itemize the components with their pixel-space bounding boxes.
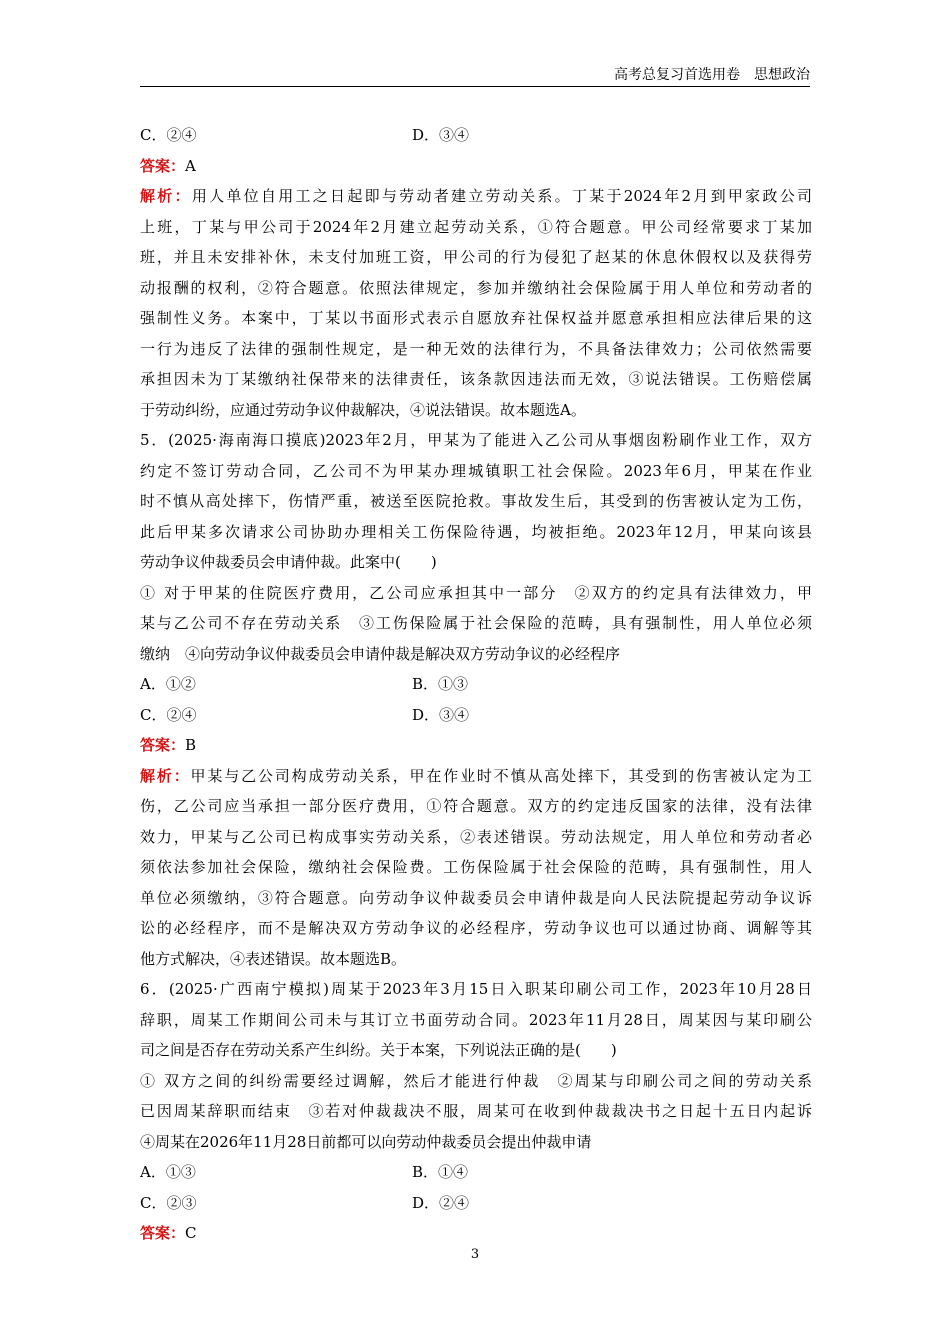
q6-stem-line: 辞职，周某工作期间公司未与其订立书面劳动合同。2023年11月28日，周某因与某印刷公 (140, 1010, 812, 1029)
answer-label: 答案： (140, 1224, 186, 1242)
q5-stem-line: 劳动争议仲裁委员会申请仲裁。此案中( ) (140, 553, 437, 571)
prev-option-c: C．②④ (140, 126, 197, 144)
q5-analysis-line: 讼的必经程序，而不是解决双方劳动争议的必经程序，劳动争议也可以通过协商、调解等其 (140, 919, 812, 937)
prev-answer (140, 151, 812, 182)
q5-analysis-line: 解析：甲某与乙公司构成劳动关系，甲在作业时不慎从高处摔下，其受到的伤害被认定为工 (140, 766, 812, 785)
q6-stem-line: 司之间是否存在劳动关系产生纠纷。关于本案，下列说法正确的是( ) (140, 1041, 617, 1059)
q6-option-a: A．①③ (140, 1163, 196, 1181)
q6-statement-line: ④周某在2026年11月28日前都可以向劳动仲裁委员会提出仲裁申请 (140, 1132, 592, 1151)
answer-label: 答案： (140, 736, 186, 754)
q6-answer-value: C (185, 1224, 197, 1242)
q5-option-a: A．①② (140, 675, 196, 693)
q5-analysis-line: 效力，甲某与乙公司已构成事实劳动关系，②表述错误。劳动法规定，用人单位和劳动者必 (140, 827, 812, 846)
q5-analysis-line: 他方式解决，④表述错误。故本题选B。 (140, 949, 407, 968)
page-content (140, 120, 812, 1249)
q6-options-ab (140, 1157, 812, 1188)
prev-option-d: D．③④ (412, 126, 470, 144)
q6-option-b: B．①④ (412, 1163, 469, 1181)
q6-statement-line: ① 双方之间的纠纷需要经过调解，然后才能进行仲裁 ②周某与印刷公司之间的劳动关系 (140, 1071, 812, 1090)
q6-option-d: D．②④ (412, 1193, 470, 1212)
page-header: 高考总复习首选用卷 思想政治 (614, 67, 810, 83)
q5-answer-value: B (185, 736, 197, 754)
prev-options-cd (140, 120, 812, 151)
q5-statement-line: ① 对于甲某的住院医疗费用，乙公司应承担其中一部分 ②双方的约定具有法律效力，甲 (140, 583, 812, 602)
answer-label: 答案： (140, 156, 186, 175)
prev-analysis-line: 一行为违反了法律的强制性规定，是一种无效的法律行为，不具备法律效力；公司依然需要 (140, 339, 812, 358)
q5-analysis-line: 须依法参加社会保险，缴纳社会保险费。工伤保险属于社会保险的范畴，具有强制性，用人 (140, 858, 812, 876)
prev-analysis-line: 于劳动纠纷，应通过劳动争议仲裁解决，④说法错误。故本题选A。 (140, 400, 586, 419)
q6-stem-line: 6．(2025·广西南宁模拟)周某于2023年3月15日入职某印刷公司工作，2023年10月28日 (140, 980, 812, 998)
q5-stem-line: 约定不签订劳动合同，乙公司不为甲某办理城镇职工社会保险。2023年6月，甲某在作业 (140, 461, 812, 480)
q5-options-cd (140, 700, 812, 731)
q5-option-c: C．②④ (140, 705, 197, 724)
prev-analysis-line: 动报酬的权利，②符合题意。依照法律规定，参加并缴纳社会保险属于用人单位和劳动者的 (140, 278, 812, 297)
prev-analysis-line: 解析：用人单位自用工之日起即与劳动者建立劳动关系。丁某于2024年2月到甲家政公司 (140, 187, 812, 205)
q5-analysis-line: 单位必须缴纳，③符合题意。向劳动争议仲裁委员会申请仲裁是向人民法院提起劳动争议诉 (140, 888, 812, 907)
prev-analysis-line: 上班，丁某与甲公司于2024年2月建立起劳动关系，①符合题意。甲公司经常要求丁某加 (140, 217, 812, 236)
q5-analysis-line: 伤，乙公司应当承担一部分医疗费用，①符合题意。双方的约定违反国家的法律，没有法律 (140, 797, 812, 815)
q5-stem-line: 此后甲某多次请求公司协助办理相关工伤保险待遇，均被拒绝。2023年12月，甲某向该县 (140, 522, 812, 541)
prev-analysis-line: 强制性义务。本案中，丁某以书面形式表示自愿放弃社保权益并愿意承担相应法律后果的这 (140, 309, 812, 327)
q6-options-cd (140, 1188, 812, 1219)
page-number: 3 (470, 1247, 480, 1262)
q6-option-c: C．②③ (140, 1193, 197, 1212)
q5-answer (140, 730, 812, 761)
analysis-label: 解析： (140, 187, 192, 205)
q5-option-d: D．③④ (412, 705, 470, 724)
prev-analysis-line: 班，并且未安排补休，未支付加班工资，甲公司的行为侵犯了赵某的休息休假权以及获得劳 (140, 248, 812, 266)
q6-answer (140, 1218, 812, 1249)
prev-answer-value: A (185, 156, 196, 175)
q5-stem-line: 时不慎从高处摔下，伤情严重，被送至医院抢救。事故发生后，其受到的伤害被认定为工伤， (140, 492, 812, 510)
q5-option-b: B．①③ (412, 675, 469, 693)
q5-stem-line: 5．(2025·海南海口摸底)2023年2月，甲某为了能进入乙公司从事烟囱粉刷作业工作，双方 (140, 431, 812, 449)
q5-options-ab (140, 669, 812, 700)
header-rule (140, 86, 810, 87)
prev-analysis-line: 承担因未为丁某缴纳社保带来的法律责任，该条款因违法而无效，③说法错误。工伤赔偿属 (140, 370, 812, 388)
q6-statement-line: 已因周某辞职而结束 ③若对仲裁裁决不服，周某可在收到仲裁裁决书之日起十五日内起诉 (140, 1102, 812, 1120)
q5-statement-line: 某与乙公司不存在劳动关系 ③工伤保险属于社会保险的范畴，具有强制性，用人单位必须 (140, 614, 812, 632)
q5-statement-line: 缴纳 ④向劳动争议仲裁委员会申请仲裁是解决双方劳动争议的必经程序 (140, 644, 621, 663)
analysis-label: 解析： (140, 766, 191, 785)
